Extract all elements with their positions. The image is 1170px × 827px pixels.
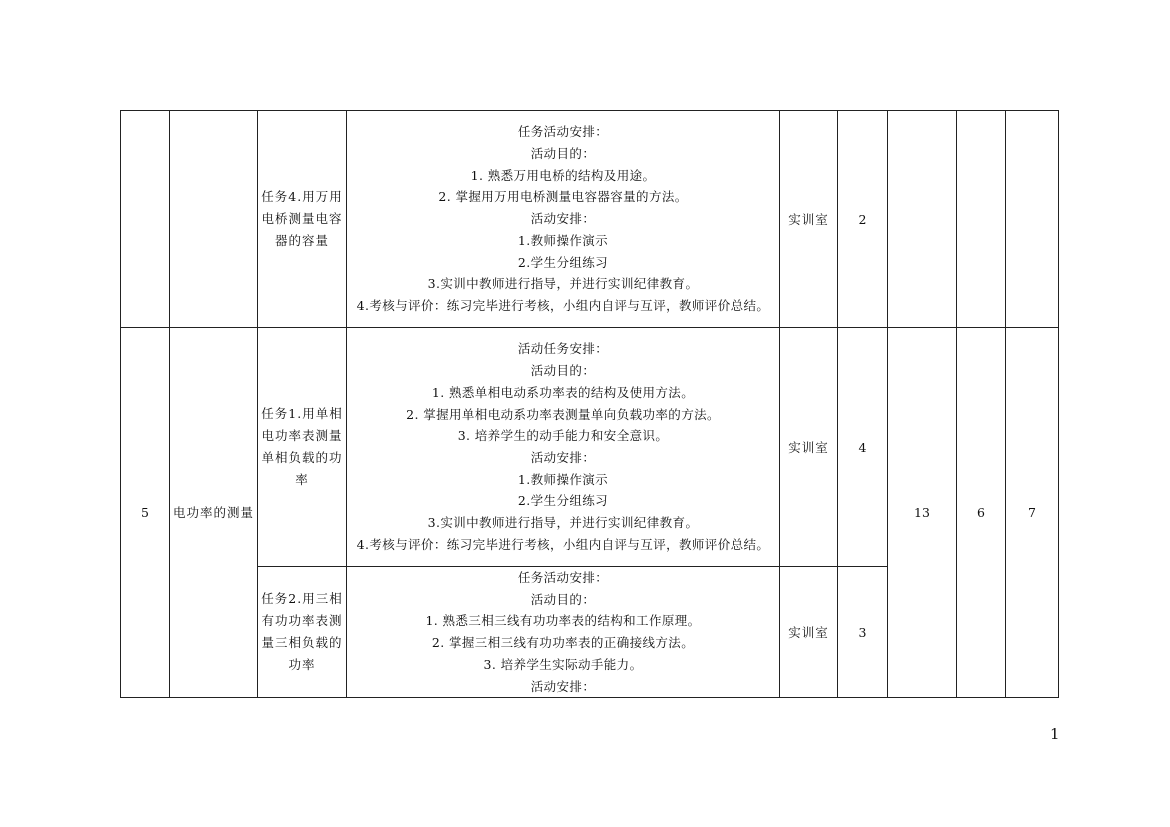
- theory-hours-cell-empty: [957, 111, 1006, 328]
- content-line: 2. 掌握三相三线有功功率表的正确接线方法。: [431, 635, 695, 651]
- location-cell: 实训室: [780, 567, 838, 698]
- location-cell: 实训室: [780, 328, 838, 567]
- practice-hours-cell-empty: [1006, 111, 1059, 328]
- content-line: 1. 熟悉万用电桥的结构及用途。: [470, 167, 656, 183]
- location-cell: 实训室: [780, 111, 838, 328]
- theory-hours: 6: [957, 328, 1006, 698]
- hours-cell: 4: [838, 328, 888, 567]
- content-line: 活动目的：: [530, 363, 596, 379]
- schedule-table: [120, 110, 1059, 698]
- content-line: 3. 培养学生的动手能力和安全意识。: [457, 428, 669, 444]
- content-line: 活动安排：: [530, 678, 596, 694]
- content-line: 任务活动安排：: [517, 570, 609, 585]
- hours-cell: 3: [838, 567, 888, 698]
- content-line: 2.学生分组练习: [517, 493, 609, 509]
- content-line: 4.考核与评价：练习完毕进行考核，小组内自评与互评，教师评价总结。: [356, 297, 770, 313]
- content-line: 1. 熟悉单相电动系功率表的结构及使用方法。: [431, 384, 695, 400]
- unit-number: 5: [121, 328, 170, 698]
- content-line: 活动安排：: [530, 211, 596, 227]
- content-line: 活动任务安排：: [517, 341, 609, 357]
- task-content: [347, 111, 780, 328]
- total-hours-cell-empty: [888, 111, 957, 328]
- content-line: 2. 掌握用单相电动系功率表测量单向负载功率的方法。: [406, 406, 720, 422]
- content-line: 2.学生分组练习: [517, 254, 609, 270]
- content-line: 1.教师操作演示: [517, 232, 609, 248]
- task-content: [347, 328, 780, 567]
- unit-number-cell-empty: [121, 111, 170, 328]
- content-line: 3.实训中教师进行指导，并进行实训纪律教育。: [427, 515, 699, 531]
- content-line: 3.实训中教师进行指导，并进行实训纪律教育。: [427, 276, 699, 292]
- unit-name: 电功率的测量: [170, 328, 258, 698]
- table-row: [121, 111, 1059, 328]
- content-line: 活动安排：: [530, 450, 596, 465]
- content-line: 任务活动安排：: [517, 124, 609, 140]
- content-line: 1. 熟悉三相三线有功功率表的结构和工作原理。: [425, 613, 701, 629]
- content-line: 4.考核与评价：练习完毕进行考核，小组内自评与互评，教师评价总结。: [356, 536, 770, 552]
- task-title: 任务4.用万用电桥测量电容器的容量: [258, 111, 347, 328]
- content-line: 2. 掌握用万用电桥测量电容器容量的方法。: [438, 189, 688, 205]
- task-title: 任务1.用单相电功率表测量单相负载的功率: [258, 328, 347, 567]
- task-title: 任务2.用三相有功功率表测量三相负载的功率: [258, 567, 347, 698]
- page-number: 1: [1050, 725, 1060, 743]
- content-line: 1.教师操作演示: [517, 471, 609, 487]
- table-row: [121, 328, 1059, 567]
- total-hours: 13: [888, 328, 957, 698]
- unit-name-cell-empty: [170, 111, 258, 328]
- hours-cell: 2: [838, 111, 888, 328]
- content-line: 活动目的：: [530, 146, 596, 162]
- task-content: [347, 567, 780, 698]
- content-line: 活动目的：: [530, 591, 596, 607]
- content-line: 3. 培养学生实际动手能力。: [483, 656, 643, 672]
- practice-hours: 7: [1006, 328, 1059, 698]
